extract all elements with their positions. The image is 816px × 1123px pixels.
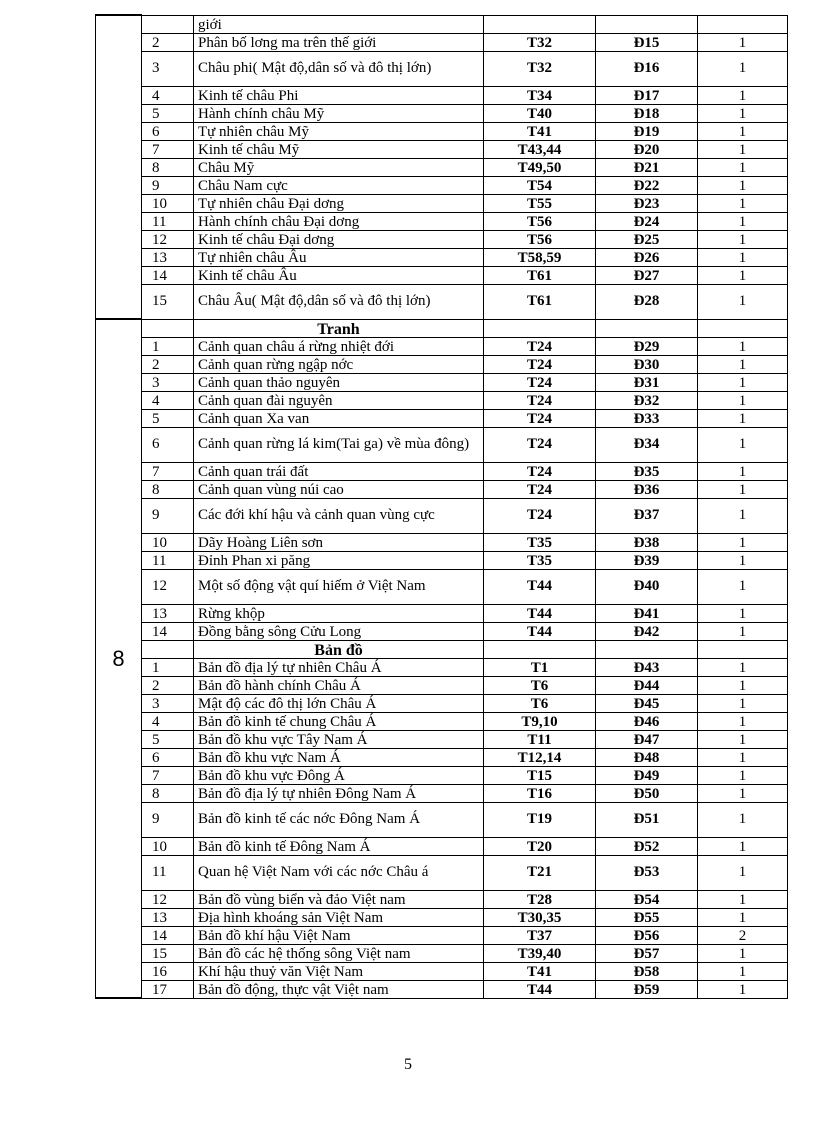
item-name: Khí hậu thuỷ văn Việt Nam xyxy=(194,962,484,980)
item-code: Đ49 xyxy=(596,766,698,784)
item-quantity: 1 xyxy=(698,86,788,104)
item-code: Đ48 xyxy=(596,748,698,766)
table-row xyxy=(96,604,788,622)
item-name: Kinh tế châu Phi xyxy=(194,86,484,104)
item-name: Cảnh quan thảo nguyên xyxy=(194,373,484,391)
item-quantity: 1 xyxy=(698,766,788,784)
item-code: Đ38 xyxy=(596,533,698,551)
item-number: 5 xyxy=(142,409,194,427)
item-code: Đ43 xyxy=(596,658,698,676)
item-lesson: T24 xyxy=(484,480,596,498)
section-row xyxy=(96,640,788,658)
section-number-cell xyxy=(142,640,194,658)
item-code: Đ20 xyxy=(596,140,698,158)
table-row xyxy=(96,802,788,837)
item-quantity: 1 xyxy=(698,694,788,712)
item-code: Đ16 xyxy=(596,51,698,86)
item-lesson: T32 xyxy=(484,33,596,51)
item-name: Hành chính châu Mỹ xyxy=(194,104,484,122)
equipment-table xyxy=(95,14,788,999)
item-name: Bản đồ kinh tế Đông Nam Á xyxy=(194,837,484,855)
item-quantity: 1 xyxy=(698,604,788,622)
item-number: 3 xyxy=(142,373,194,391)
item-quantity: 1 xyxy=(698,712,788,730)
item-name: Mật độ các đô thị lớn Châu Á xyxy=(194,694,484,712)
table-row xyxy=(96,837,788,855)
item-quantity: 1 xyxy=(698,140,788,158)
item-code: Đ28 xyxy=(596,284,698,319)
section-empty-cell xyxy=(484,319,596,337)
section-title: Bản đồ xyxy=(194,640,484,658)
item-lesson: T41 xyxy=(484,122,596,140)
item-code: Đ35 xyxy=(596,462,698,480)
item-code: Đ19 xyxy=(596,122,698,140)
table-row xyxy=(96,748,788,766)
item-code: Đ51 xyxy=(596,802,698,837)
table-row xyxy=(96,890,788,908)
table-row xyxy=(96,658,788,676)
item-name: Bản đồ hành chính Châu Á xyxy=(194,676,484,694)
item-lesson: T35 xyxy=(484,551,596,569)
item-number: 12 xyxy=(142,890,194,908)
item-quantity: 1 xyxy=(698,284,788,319)
item-lesson: T41 xyxy=(484,962,596,980)
item-number: 5 xyxy=(142,730,194,748)
table-row xyxy=(96,391,788,409)
table-row xyxy=(96,980,788,998)
item-quantity: 1 xyxy=(698,676,788,694)
item-quantity: 1 xyxy=(698,409,788,427)
item-name: Bản đồ kinh tế chung Châu Á xyxy=(194,712,484,730)
table-row xyxy=(96,944,788,962)
section-number-cell xyxy=(142,319,194,337)
item-quantity: 1 xyxy=(698,855,788,890)
item-lesson: T24 xyxy=(484,498,596,533)
table-row xyxy=(96,569,788,604)
item-lesson: T34 xyxy=(484,86,596,104)
table-row xyxy=(96,373,788,391)
item-number: 13 xyxy=(142,604,194,622)
item-name: Bản đồ vùng biển và đảo Việt nam xyxy=(194,890,484,908)
table-row xyxy=(96,694,788,712)
table-row xyxy=(96,551,788,569)
item-quantity: 1 xyxy=(698,802,788,837)
table-row xyxy=(96,908,788,926)
item-lesson: T24 xyxy=(484,409,596,427)
item-lesson: T44 xyxy=(484,569,596,604)
item-code: Đ15 xyxy=(596,33,698,51)
item-lesson: T43,44 xyxy=(484,140,596,158)
item-lesson: T11 xyxy=(484,730,596,748)
item-code: Đ21 xyxy=(596,158,698,176)
item-code: Đ37 xyxy=(596,498,698,533)
table-row xyxy=(96,730,788,748)
item-quantity: 1 xyxy=(698,176,788,194)
item-name: Châu Âu( Mật độ,dân số và đô thị lớn) xyxy=(194,284,484,319)
item-number: 14 xyxy=(142,266,194,284)
item-name: Châu phi( Mật độ,dân số và đô thị lớn) xyxy=(194,51,484,86)
item-name: Cảnh quan châu á rừng nhiệt đới xyxy=(194,337,484,355)
item-lesson: T28 xyxy=(484,890,596,908)
table-row xyxy=(96,158,788,176)
section-empty-cell xyxy=(698,640,788,658)
item-number: 12 xyxy=(142,230,194,248)
item-number: 16 xyxy=(142,962,194,980)
item-code: Đ23 xyxy=(596,194,698,212)
table-row xyxy=(96,498,788,533)
item-quantity: 1 xyxy=(698,427,788,462)
item-quantity: 1 xyxy=(698,658,788,676)
item-number: 2 xyxy=(142,355,194,373)
item-number: 11 xyxy=(142,212,194,230)
item-name: Châu Mỹ xyxy=(194,158,484,176)
section-row xyxy=(96,319,788,337)
item-name: Tự nhiên châu Đại dơng xyxy=(194,194,484,212)
item-lesson: T12,14 xyxy=(484,748,596,766)
item-quantity: 1 xyxy=(698,498,788,533)
item-name: Bản đồ khu vực Nam Á xyxy=(194,748,484,766)
table-row xyxy=(96,284,788,319)
item-lesson: T37 xyxy=(484,926,596,944)
item-name: Cảnh quan Xa van xyxy=(194,409,484,427)
table-row xyxy=(96,409,788,427)
item-code: Đ55 xyxy=(596,908,698,926)
item-code: Đ59 xyxy=(596,980,698,998)
item-number: 8 xyxy=(142,158,194,176)
item-code: Đ53 xyxy=(596,855,698,890)
item-code: Đ17 xyxy=(596,86,698,104)
item-quantity: 1 xyxy=(698,748,788,766)
item-quantity: 1 xyxy=(698,158,788,176)
table-row xyxy=(96,337,788,355)
item-number: 9 xyxy=(142,498,194,533)
item-lesson: T24 xyxy=(484,373,596,391)
item-name: Dãy Hoàng Liên sơn xyxy=(194,533,484,551)
item-lesson: T61 xyxy=(484,284,596,319)
item-name: Bản đồ địa lý tự nhiên Châu Á xyxy=(194,658,484,676)
item-lesson: T39,40 xyxy=(484,944,596,962)
table-row xyxy=(96,855,788,890)
item-code: Đ33 xyxy=(596,409,698,427)
item-code: Đ30 xyxy=(596,355,698,373)
item-name: Cảnh quan rừng ngập nớc xyxy=(194,355,484,373)
section-empty-cell xyxy=(698,319,788,337)
table-row xyxy=(96,266,788,284)
item-quantity: 1 xyxy=(698,104,788,122)
item-lesson: T61 xyxy=(484,266,596,284)
item-code: Đ42 xyxy=(596,622,698,640)
item-quantity: 1 xyxy=(698,33,788,51)
item-quantity: 1 xyxy=(698,462,788,480)
item-quantity: 1 xyxy=(698,337,788,355)
item-lesson: T15 xyxy=(484,766,596,784)
item-lesson: T30,35 xyxy=(484,908,596,926)
item-name: Cảnh quan trái đất xyxy=(194,462,484,480)
item-name: Địa hình khoáng sản Việt Nam xyxy=(194,908,484,926)
item-number: 5 xyxy=(142,104,194,122)
item-quantity: 1 xyxy=(698,890,788,908)
item-lesson: T6 xyxy=(484,676,596,694)
item-quantity: 1 xyxy=(698,480,788,498)
item-number: 8 xyxy=(142,784,194,802)
item-quantity: 1 xyxy=(698,837,788,855)
item-number: 12 xyxy=(142,569,194,604)
item-number: 9 xyxy=(142,802,194,837)
item-number: 4 xyxy=(142,86,194,104)
item-lesson: T21 xyxy=(484,855,596,890)
table-row xyxy=(96,480,788,498)
item-lesson: T9,10 xyxy=(484,712,596,730)
table-row xyxy=(96,926,788,944)
section-title: Tranh xyxy=(194,319,484,337)
table-row xyxy=(96,355,788,373)
item-code: Đ25 xyxy=(596,230,698,248)
item-code: Đ22 xyxy=(596,176,698,194)
table-row xyxy=(96,176,788,194)
item-name: Bản đồ động, thực vật Việt nam xyxy=(194,980,484,998)
item-number: 14 xyxy=(142,926,194,944)
item-code: Đ52 xyxy=(596,837,698,855)
grade-cell-top xyxy=(96,15,142,319)
item-name: Bản đồ khu vực Đông Á xyxy=(194,766,484,784)
item-name: Cảnh quan đài nguyên xyxy=(194,391,484,409)
item-code: Đ45 xyxy=(596,694,698,712)
item-quantity: 1 xyxy=(698,944,788,962)
item-name: Kinh tế châu Đại dơng xyxy=(194,230,484,248)
table-row xyxy=(96,533,788,551)
item-name: Các đới khí hậu và cảnh quan vùng cực xyxy=(194,498,484,533)
item-lesson: T44 xyxy=(484,980,596,998)
table-row xyxy=(96,427,788,462)
table-row xyxy=(96,784,788,802)
item-number xyxy=(142,15,194,33)
item-name: Đỉnh Phan xi păng xyxy=(194,551,484,569)
item-number: 10 xyxy=(142,194,194,212)
item-code: Đ58 xyxy=(596,962,698,980)
table-row xyxy=(96,212,788,230)
section-empty-cell xyxy=(484,640,596,658)
item-number: 13 xyxy=(142,908,194,926)
table-row xyxy=(96,86,788,104)
item-number: 3 xyxy=(142,51,194,86)
item-name: Bản đồ khu vực Tây Nam Á xyxy=(194,730,484,748)
item-quantity: 1 xyxy=(698,248,788,266)
table-row xyxy=(96,122,788,140)
item-code: Đ34 xyxy=(596,427,698,462)
item-name: Một số động vật quí hiếm ở Việt Nam xyxy=(194,569,484,604)
item-name: Đồng bằng sông Cửu Long xyxy=(194,622,484,640)
item-number: 8 xyxy=(142,480,194,498)
item-number: 1 xyxy=(142,658,194,676)
item-lesson: T32 xyxy=(484,51,596,86)
item-code xyxy=(596,15,698,33)
item-name: Phân bố lơng ma trên thế giới xyxy=(194,33,484,51)
item-code: Đ24 xyxy=(596,212,698,230)
item-number: 3 xyxy=(142,694,194,712)
table-row xyxy=(96,140,788,158)
item-quantity: 2 xyxy=(698,926,788,944)
item-quantity: 1 xyxy=(698,266,788,284)
item-number: 2 xyxy=(142,676,194,694)
item-code: Đ40 xyxy=(596,569,698,604)
item-lesson: T1 xyxy=(484,658,596,676)
item-quantity: 1 xyxy=(698,391,788,409)
table-row xyxy=(96,33,788,51)
item-name: Cảnh quan rừng lá kim(Tai ga) về mùa đông) xyxy=(194,427,484,462)
item-lesson: T6 xyxy=(484,694,596,712)
item-quantity: 1 xyxy=(698,194,788,212)
item-name: Kinh tế châu Mỹ xyxy=(194,140,484,158)
page-number: 5 xyxy=(404,1056,412,1073)
item-quantity xyxy=(698,15,788,33)
item-number: 7 xyxy=(142,462,194,480)
item-code: Đ32 xyxy=(596,391,698,409)
item-number: 13 xyxy=(142,248,194,266)
item-lesson: T40 xyxy=(484,104,596,122)
item-number: 6 xyxy=(142,122,194,140)
item-lesson: T19 xyxy=(484,802,596,837)
section-empty-cell xyxy=(596,319,698,337)
grade-cell-8: 8 xyxy=(96,319,142,998)
item-code: Đ50 xyxy=(596,784,698,802)
item-lesson: T49,50 xyxy=(484,158,596,176)
item-name: Bản đồ các hệ thống sông Việt nam xyxy=(194,944,484,962)
item-lesson: T24 xyxy=(484,337,596,355)
item-number: 17 xyxy=(142,980,194,998)
item-code: Đ57 xyxy=(596,944,698,962)
item-name: Kinh tế châu Âu xyxy=(194,266,484,284)
item-number: 6 xyxy=(142,427,194,462)
item-quantity: 1 xyxy=(698,212,788,230)
item-lesson: T16 xyxy=(484,784,596,802)
item-quantity: 1 xyxy=(698,122,788,140)
item-name: Tự nhiên châu Âu xyxy=(194,248,484,266)
item-lesson: T55 xyxy=(484,194,596,212)
item-quantity: 1 xyxy=(698,980,788,998)
item-lesson: T24 xyxy=(484,427,596,462)
item-number: 4 xyxy=(142,712,194,730)
item-quantity: 1 xyxy=(698,551,788,569)
item-code: Đ41 xyxy=(596,604,698,622)
item-name: Bản đồ địa lý tự nhiên Đông Nam Á xyxy=(194,784,484,802)
item-lesson: T35 xyxy=(484,533,596,551)
table-row xyxy=(96,462,788,480)
item-number: 9 xyxy=(142,176,194,194)
item-code: Đ36 xyxy=(596,480,698,498)
table-row xyxy=(96,712,788,730)
item-lesson: T56 xyxy=(484,230,596,248)
item-number: 2 xyxy=(142,33,194,51)
item-number: 7 xyxy=(142,766,194,784)
item-code: Đ54 xyxy=(596,890,698,908)
table-row xyxy=(96,230,788,248)
item-code: Đ27 xyxy=(596,266,698,284)
table-row xyxy=(96,248,788,266)
item-quantity: 1 xyxy=(698,622,788,640)
item-lesson: T54 xyxy=(484,176,596,194)
table-row xyxy=(96,766,788,784)
table-row xyxy=(96,194,788,212)
table-row xyxy=(96,962,788,980)
item-code: Đ26 xyxy=(596,248,698,266)
item-name: Bản đồ khí hậu Việt Nam xyxy=(194,926,484,944)
item-code: Đ31 xyxy=(596,373,698,391)
item-quantity: 1 xyxy=(698,730,788,748)
item-quantity: 1 xyxy=(698,355,788,373)
item-name: Quan hệ Việt Nam với các nớc Châu á xyxy=(194,855,484,890)
item-number: 1 xyxy=(142,337,194,355)
item-lesson: T44 xyxy=(484,622,596,640)
item-code: Đ44 xyxy=(596,676,698,694)
item-quantity: 1 xyxy=(698,962,788,980)
item-name: Tự nhiên châu Mỹ xyxy=(194,122,484,140)
item-number: 7 xyxy=(142,140,194,158)
item-quantity: 1 xyxy=(698,569,788,604)
item-name: giới xyxy=(194,15,484,33)
item-code: Đ47 xyxy=(596,730,698,748)
item-name: Hành chính châu Đại dơng xyxy=(194,212,484,230)
table-row xyxy=(96,104,788,122)
item-code: Đ29 xyxy=(596,337,698,355)
item-quantity: 1 xyxy=(698,533,788,551)
item-number: 14 xyxy=(142,622,194,640)
item-lesson: T58,59 xyxy=(484,248,596,266)
section-empty-cell xyxy=(596,640,698,658)
table-row xyxy=(96,51,788,86)
item-quantity: 1 xyxy=(698,51,788,86)
item-lesson: T24 xyxy=(484,462,596,480)
item-lesson xyxy=(484,15,596,33)
item-quantity: 1 xyxy=(698,908,788,926)
item-number: 6 xyxy=(142,748,194,766)
item-code: Đ39 xyxy=(596,551,698,569)
table-row xyxy=(96,15,788,33)
item-number: 10 xyxy=(142,533,194,551)
item-number: 15 xyxy=(142,284,194,319)
item-lesson: T20 xyxy=(484,837,596,855)
item-number: 15 xyxy=(142,944,194,962)
item-name: Bản đồ kinh tế các nớc Đông Nam Á xyxy=(194,802,484,837)
item-number: 11 xyxy=(142,551,194,569)
item-quantity: 1 xyxy=(698,784,788,802)
item-number: 4 xyxy=(142,391,194,409)
item-code: Đ18 xyxy=(596,104,698,122)
item-code: Đ56 xyxy=(596,926,698,944)
item-quantity: 1 xyxy=(698,230,788,248)
table-row xyxy=(96,622,788,640)
table-row xyxy=(96,676,788,694)
item-code: Đ46 xyxy=(596,712,698,730)
item-quantity: 1 xyxy=(698,373,788,391)
item-number: 11 xyxy=(142,855,194,890)
item-lesson: T56 xyxy=(484,212,596,230)
item-name: Cảnh quan vùng núi cao xyxy=(194,480,484,498)
item-lesson: T44 xyxy=(484,604,596,622)
item-name: Châu Nam cực xyxy=(194,176,484,194)
item-lesson: T24 xyxy=(484,391,596,409)
item-name: Rừng khộp xyxy=(194,604,484,622)
item-number: 10 xyxy=(142,837,194,855)
item-lesson: T24 xyxy=(484,355,596,373)
